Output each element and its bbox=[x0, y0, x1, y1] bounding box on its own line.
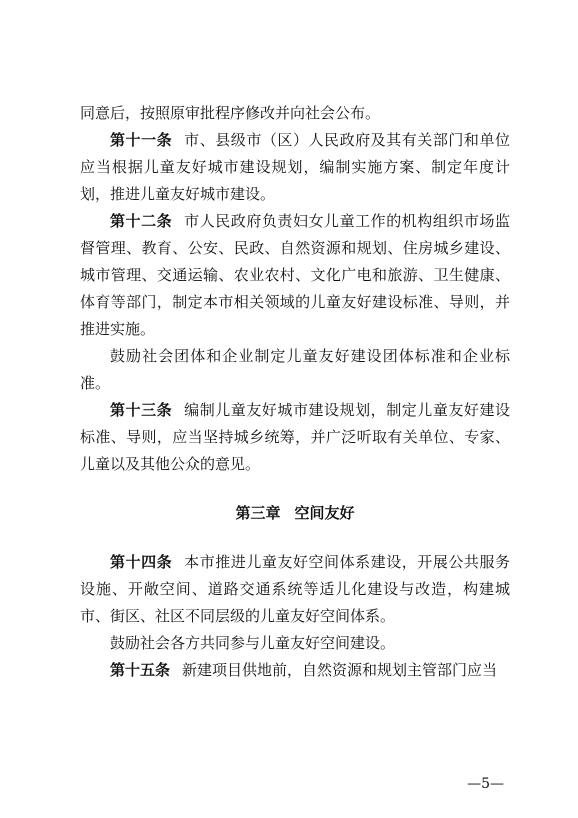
paragraph bbox=[80, 100, 510, 127]
paragraph-text: 市、县级市（区）人民政府及其有关部门和单位应当根据儿童友好城市建设规划，编制实施方案、制定年度计划，推进儿童友好城市建设。 bbox=[80, 131, 510, 203]
paragraph bbox=[80, 127, 510, 208]
page-number: —5— bbox=[467, 776, 504, 792]
article-number: 第十三条 bbox=[110, 401, 173, 419]
chapter-number: 第三章 bbox=[235, 504, 281, 522]
chapter-title: 空间友好 bbox=[294, 504, 355, 522]
paragraph-text: 同意后，按照原审批程序修改并向社会公布。 bbox=[80, 104, 381, 122]
paragraph bbox=[80, 549, 510, 630]
paragraph bbox=[80, 630, 510, 657]
paragraph-text: 鼓励社会各方共同参与儿童友好空间建设。 bbox=[110, 634, 396, 652]
paragraph bbox=[80, 343, 510, 397]
paragraph-text: 本市推进儿童友好空间体系建设，开展公共服务设施、开敞空间、道路交通系统等适儿化建设与改造，构建城市、街区、社区不同层级的儿童友好空间体系。 bbox=[80, 553, 510, 625]
article-number: 第十二条 bbox=[110, 212, 173, 230]
chapter-heading bbox=[80, 500, 510, 527]
article-number: 第十五条 bbox=[110, 661, 171, 679]
paragraphs-after bbox=[80, 549, 510, 684]
article-number: 第十一条 bbox=[110, 131, 173, 149]
paragraph-text: 新建项目供地前，自然资源和规划主管部门应当 bbox=[182, 661, 498, 679]
document-body bbox=[80, 100, 510, 684]
paragraphs-before bbox=[80, 100, 510, 478]
paragraph bbox=[80, 657, 510, 684]
paragraph-text: 编制儿童友好城市建设规划，制定儿童友好建设标准、导则，应当坚持城乡统筹，并广泛听取有关单位、专家、儿童以及其他公众的意见。 bbox=[80, 401, 510, 473]
paragraph bbox=[80, 208, 510, 343]
paragraph-text: 鼓励社会团体和企业制定儿童友好建设团体标准和企业标准。 bbox=[80, 347, 510, 392]
paragraph bbox=[80, 397, 510, 478]
paragraph-text: 市人民政府负责妇女儿童工作的机构组织市场监督管理、教育、公安、民政、自然资源和规划、住房城乡建设、城市管理、交通运输、农业农村、文化广电和旅游、卫生健康、体育等部门，制定本市相关领域的儿童友好建设标准、导则，并推进实施。 bbox=[80, 212, 510, 338]
article-number: 第十四条 bbox=[110, 553, 173, 571]
